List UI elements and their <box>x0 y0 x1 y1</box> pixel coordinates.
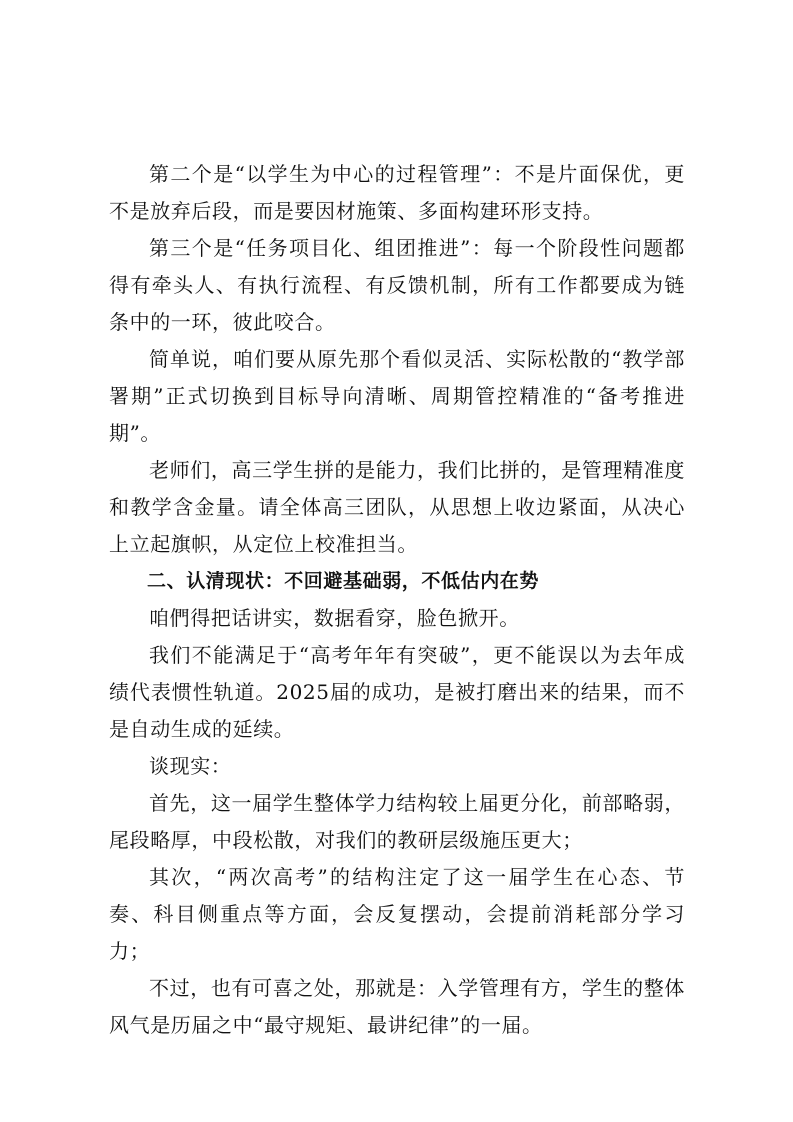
paragraph-summary: 简单说，咱们要从原先那个看似灵活、实际松散的“教学部署期”正式切换到目标导向清晰、周期管控精准的“备考推进期”。 <box>109 347 685 445</box>
paragraph-positive-note: 不过，也有可喜之处，那就是：入学管理有方，学生的整体风气是历届之中“最守规矩、最讲纪律”的一届。 <box>109 976 685 1037</box>
paragraph-not-satisfied: 我们不能满足于“高考年年有突破”，更不能误以为去年成绩代表惯性轨道。2025届的成功，是被打磨出来的结果，而不是自动生成的延续。 <box>109 643 685 741</box>
paragraph-second-issue: 其次，“两次高考”的结构注定了这一届学生在心态、节奏、科目侧重点等方面，会反复摆动，会提前消耗部分学习力； <box>109 865 685 963</box>
paragraph-teachers-call: 老师们，高三学生拼的是能力，我们比拼的，是管理精准度和教学含金量。请全体高三团队，从思想上收边紧面，从决心上立起旗帜，从定位上校准担当。 <box>109 458 685 556</box>
paragraph-third-point: 第三个是“任务项目化、组团推进”：每一个阶段性问题都得有牵头人、有执行流程、有反馈机制，所有工作都要成为链条中的一环，彼此咬合。 <box>109 236 685 334</box>
section-heading: 二、认清现状：不回避基础弱，不低估内在势 <box>147 570 540 592</box>
document-body <box>109 156 685 1044</box>
paragraph-second-point: 第二个是“以学生为中心的过程管理”：不是片面保优，更不是放弃后段，而是要因材施策、多面构建环形支持。 <box>109 162 685 223</box>
paragraph-speak-truth: 咱們得把话讲实，数据看穿，脸色掀开。 <box>149 606 520 630</box>
paragraph-first-issue: 首先，这一届学生整体学力结构较上届更分化，前部略弱，尾段略厚，中段松散，对我们的教研层级施压更大； <box>109 791 685 852</box>
paragraph-reality-label: 谈现实： <box>149 754 232 778</box>
